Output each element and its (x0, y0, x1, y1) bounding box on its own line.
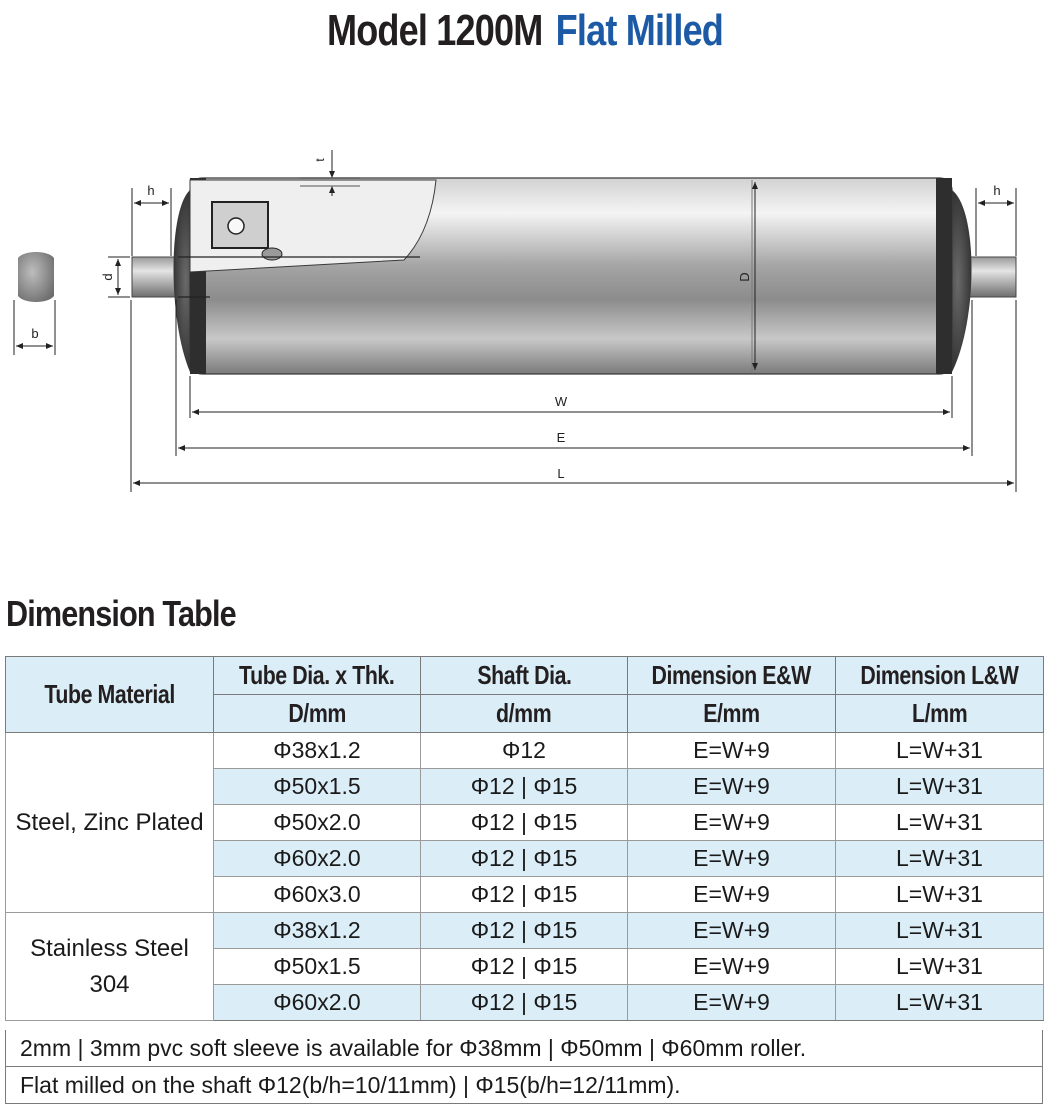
table-row (6, 913, 1044, 949)
header-tube-dia: Tube Dia. x Thk. (214, 657, 421, 695)
seal-ring (262, 248, 282, 260)
cell-shaft: Φ12 | Φ15 (421, 985, 628, 1021)
note-pvc-sleeve: 2mm | 3mm pvc soft sleeve is available for Φ38mm | Φ50mm | Φ60mm roller. (5, 1030, 1043, 1067)
dim-h-left-label: h (147, 183, 155, 198)
shaft-section (18, 252, 54, 302)
cell-lw: L=W+31 (836, 805, 1044, 841)
cell-tube: Φ50x1.5 (214, 949, 421, 985)
cell-shaft: Φ12 | Φ15 (421, 913, 628, 949)
cell-lw: L=W+31 (836, 877, 1044, 913)
material-stainless-line1: Stainless Steel (30, 934, 189, 962)
cell-shaft: Φ12 (421, 733, 628, 769)
cell-tube: Φ38x1.2 (214, 733, 421, 769)
dim-L-label: L (557, 466, 565, 481)
cell-tube: Φ60x3.0 (214, 877, 421, 913)
dimension-table-title: Dimension Table (6, 593, 236, 634)
dim-d-label: d (100, 273, 115, 281)
header-shaft-dia: Shaft Dia. (421, 657, 628, 695)
cell-lw: L=W+31 (836, 841, 1044, 877)
cell-ew: E=W+9 (628, 877, 836, 913)
material-steel-zinc: Steel, Zinc Plated (6, 733, 214, 913)
cell-ew: E=W+9 (628, 913, 836, 949)
table-row (6, 733, 1044, 769)
cell-lw: L=W+31 (836, 985, 1044, 1021)
header-dimension-lw: Dimension L&W (836, 657, 1044, 695)
cell-tube: Φ60x2.0 (214, 985, 421, 1021)
header-dimension-ew: Dimension E&W (628, 657, 836, 695)
dim-b-label: b (31, 326, 39, 341)
cell-shaft: Φ12 | Φ15 (421, 841, 628, 877)
dim-t-label: t (313, 158, 327, 162)
cell-shaft: Φ12 | Φ15 (421, 769, 628, 805)
cell-tube: Φ50x2.0 (214, 805, 421, 841)
page-title (95, 6, 956, 56)
header-tube-material: Tube Material (6, 657, 214, 733)
cell-tube: Φ60x2.0 (214, 841, 421, 877)
bearing-ball (228, 218, 244, 234)
roller-drawing (0, 150, 1050, 510)
header-shaft-unit: d/mm (421, 695, 628, 733)
cell-shaft: Φ12 | Φ15 (421, 877, 628, 913)
cell-ew: E=W+9 (628, 985, 836, 1021)
cell-lw: L=W+31 (836, 949, 1044, 985)
cell-ew: E=W+9 (628, 841, 836, 877)
cell-ew: E=W+9 (628, 769, 836, 805)
table-header-row (6, 657, 1044, 695)
material-stainless-line2: 304 (89, 970, 130, 998)
note-flat-milled: Flat milled on the shaft Φ12(b/h=10/11mm) | Φ15(b/h=12/11mm). (5, 1067, 1043, 1104)
material-stainless-steel (6, 913, 214, 1021)
dim-h-right-label: h (993, 183, 1001, 198)
dim-E-label: E (556, 430, 566, 445)
cell-lw: L=W+31 (836, 769, 1044, 805)
cell-shaft: Φ12 | Φ15 (421, 949, 628, 985)
header-tube-unit: D/mm (214, 695, 421, 733)
header-e-unit: E/mm (628, 695, 836, 733)
cell-ew: E=W+9 (628, 805, 836, 841)
cell-lw: L=W+31 (836, 733, 1044, 769)
cell-ew: E=W+9 (628, 733, 836, 769)
dim-D-label: D (737, 272, 752, 282)
dimension-table (5, 656, 1044, 1021)
right-tube-end (936, 178, 952, 374)
model-name: Model 1200M (326, 6, 543, 55)
cell-tube: Φ50x1.5 (214, 769, 421, 805)
header-l-unit: L/mm (836, 695, 1044, 733)
cell-ew: E=W+9 (628, 949, 836, 985)
cell-lw: L=W+31 (836, 913, 1044, 949)
dim-W-label: W (554, 394, 568, 409)
left-shaft (132, 257, 180, 297)
cell-tube: Φ38x1.2 (214, 913, 421, 949)
right-shaft (968, 257, 1016, 297)
cell-shaft: Φ12 | Φ15 (421, 805, 628, 841)
model-variant: Flat Milled (555, 6, 724, 55)
